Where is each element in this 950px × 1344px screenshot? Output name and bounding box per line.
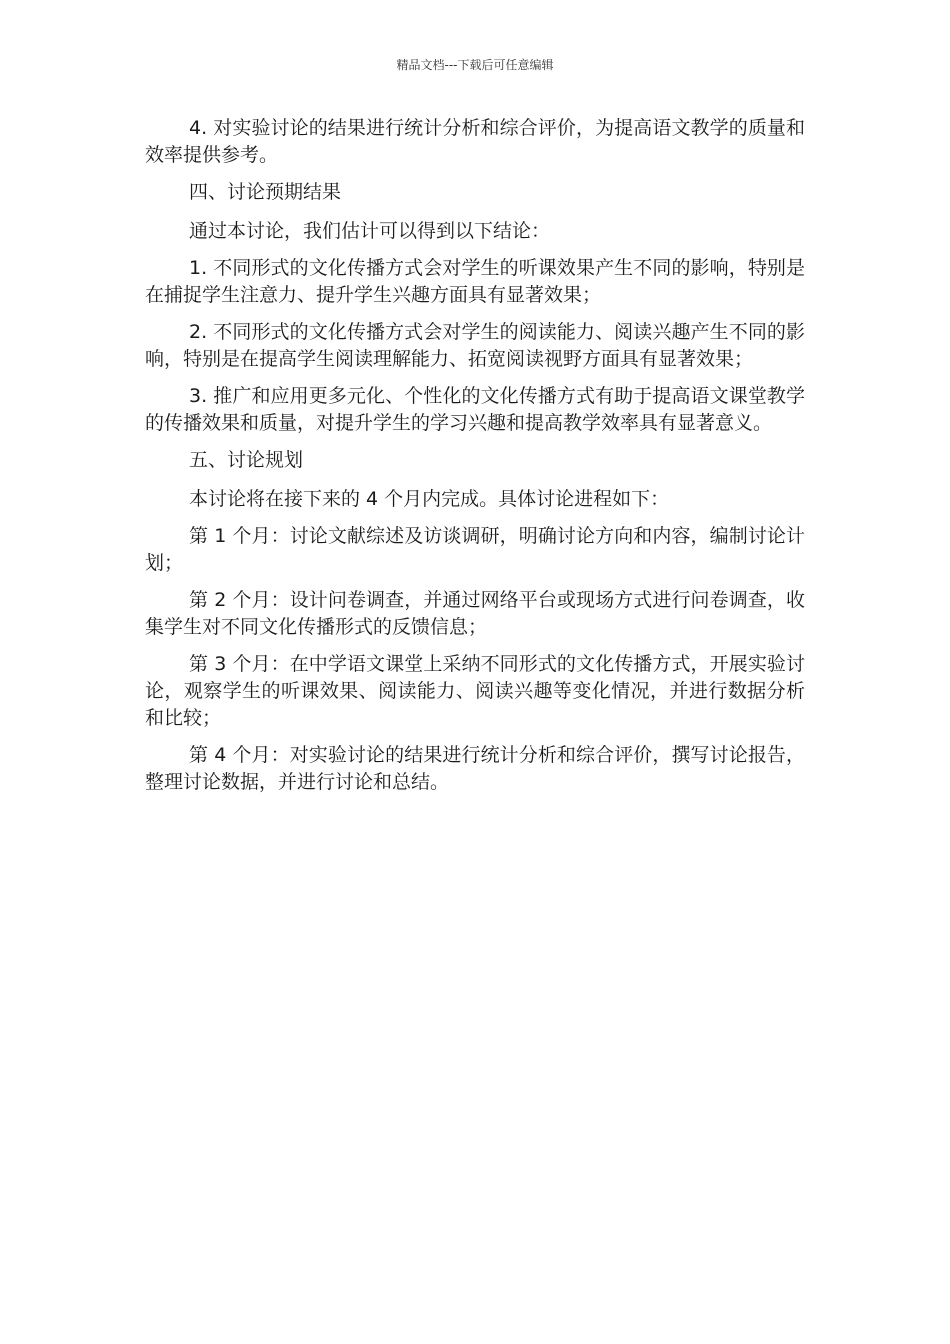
plan-month-4: 第 4 个月：对实验讨论的结果进行统计分析和综合评价，撰写讨论报告，整理讨论数据，并进行讨论和总结。 — [145, 744, 805, 793]
plan-month-3: 第 3 个月：在中学语文课堂上采纳不同形式的文化传播方式，开展实验讨论，观察学生的听课效果、阅读能力、阅读兴趣等变化情况，并进行数据分析和比较； — [145, 653, 805, 729]
section-heading-plan: 五、讨论规划 — [189, 449, 304, 471]
conclusion-item-2: 2. 不同形式的文化传播方式会对学生的阅读能力、阅读兴趣产生不同的影响，特别是在提高学生阅读理解能力、拓宽阅读视野方面具有显著效果； — [145, 321, 805, 370]
document-body — [145, 115, 805, 806]
plan-month-2: 第 2 个月：设计问卷调查，并通过网络平台或现场方式进行问卷调查，收集学生对不同文化传播形式的反馈信息； — [145, 589, 805, 638]
conclusion-item-3: 3. 推广和应用更多元化、个性化的文化传播方式有助于提高语文课堂教学的传播效果和质量，对提升学生的学习兴趣和提高教学效率具有显著意义。 — [145, 385, 805, 434]
plan-month-1: 第 1 个月：讨论文献综述及访谈调研，明确讨论方向和内容，编制讨论计划； — [145, 525, 805, 574]
paragraph-plan-intro: 本讨论将在接下来的 4 个月内完成。具体讨论进程如下： — [189, 488, 670, 510]
paragraph-item-4: 4. 对实验讨论的结果进行统计分析和综合评价，为提高语文教学的质量和效率提供参考。 — [145, 117, 805, 166]
paragraph-conclusions-intro: 通过本讨论，我们估计可以得到以下结论： — [189, 220, 551, 242]
page-header: 精品文档---下载后可任意编辑 — [396, 58, 554, 72]
section-heading-expected-results: 四、讨论预期结果 — [189, 181, 342, 203]
conclusion-item-1: 1. 不同形式的文化传播方式会对学生的听课效果产生不同的影响，特别是在捕捉学生注意力、提升学生兴趣方面具有显著效果； — [145, 257, 805, 306]
